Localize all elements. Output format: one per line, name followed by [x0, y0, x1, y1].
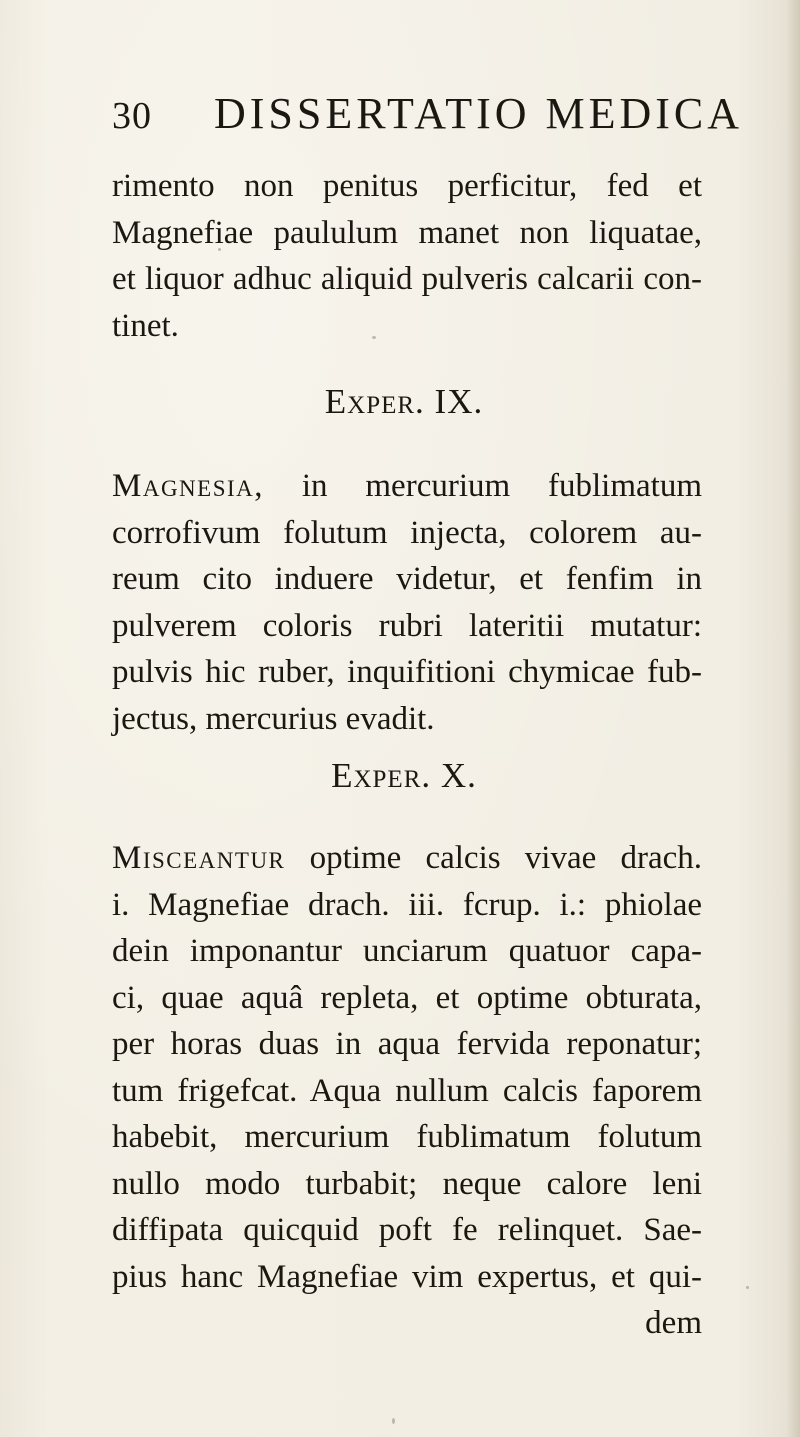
paper-speck: [746, 1286, 749, 1289]
text-line: per horas duas in aqua fervida reponatur;: [112, 1026, 702, 1062]
running-header: [112, 86, 744, 138]
text-line: tinet.: [112, 307, 179, 344]
text-line-rest: in mercurium fublimatum: [264, 468, 702, 504]
text-line: dein imponantur unciarum quatuor capa-: [112, 933, 702, 969]
lead-word: Magnesia,: [112, 468, 265, 504]
catchword: dem: [645, 1305, 702, 1341]
page-edge-shadow: [786, 0, 800, 1437]
text-line: ci, quae aquâ repleta, et optime obturata,: [112, 979, 702, 1016]
text-line: tum frigefcat. Aqua nullum calcis faporem: [112, 1072, 702, 1109]
paragraph-exper-ix: [112, 463, 702, 742]
text-line: Magnefiae paululum manet non liquatae,: [112, 214, 702, 251]
text-line: reum cito induere videtur, et fenfim in: [112, 561, 702, 597]
page-number: 30: [112, 95, 152, 137]
paragraph-continued: [112, 163, 702, 349]
text-line: pulverem coloris rubri lateritii mutatur:: [112, 607, 702, 644]
section-heading-exper-x: Exper. X.: [331, 756, 477, 795]
text-line: diffipata quicquid poft fe relinquet. Sae-: [112, 1212, 702, 1248]
text-line-first: [112, 835, 702, 882]
text-line: pius hanc Magnefiae vim expertus, et qui-: [112, 1258, 702, 1295]
text-line: et liquor adhuc aliquid pulveris calcarii con-: [112, 261, 702, 297]
paper-speck: [392, 1418, 395, 1424]
section-heading-exper-ix: Exper. IX.: [324, 382, 484, 421]
text-line: jectus, mercurius evadit.: [112, 700, 435, 737]
paragraph-exper-x: [112, 835, 702, 1347]
text-line: pulvis hic ruber, inquifitioni chymicae fub-: [112, 654, 702, 690]
text-line: i. Magnefiae drach. iii. fcrup. i.: phiolae: [112, 886, 702, 923]
text-line-first: [112, 463, 702, 510]
text-line-rest: optime calcis vivae drach.: [285, 840, 702, 876]
text-line: corrofivum folutum injecta, colorem au-: [112, 514, 702, 551]
running-title: DISSERTATIO MEDICA: [214, 89, 744, 138]
text-line: habebit, mercurium fublimatum folutum: [112, 1119, 702, 1155]
text-line: rimento non penitus perficitur, fed et: [112, 168, 702, 204]
lead-word: Misceantur: [112, 840, 286, 876]
text-line: nullo modo turbabit; neque calore leni: [112, 1165, 702, 1202]
